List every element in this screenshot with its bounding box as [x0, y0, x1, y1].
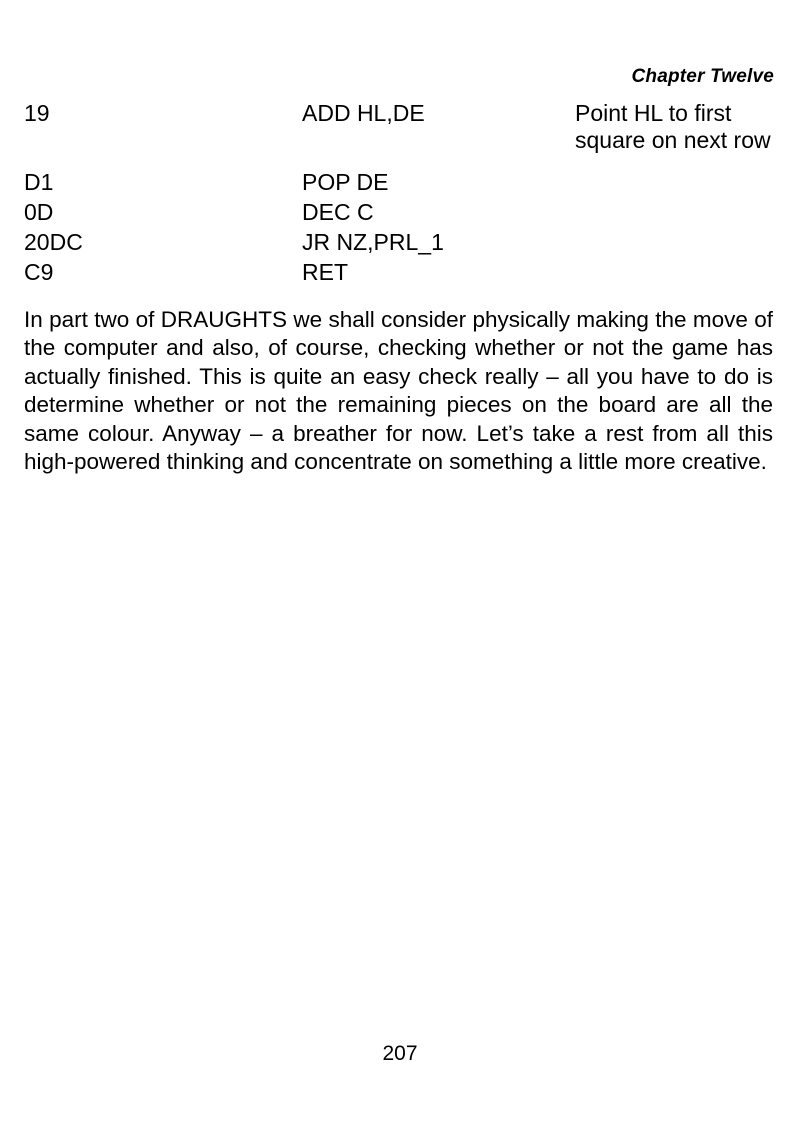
listing-row: [24, 199, 776, 225]
assembly-listing: [24, 100, 776, 285]
listing-mnemonic: JR NZ,PRL_1: [302, 229, 444, 255]
body-paragraph: In part two of DRAUGHTS we shall consider physically making the move of the computer and also, of course, checking whether or not the game has actually finished. This is quite an easy check really – all you have to do is determine whether or not the remaining pieces on the board are all the same colour. Anyway – a breather for now. Let’s take a rest from all this high-powered thinking and concentrate on something a little more creative.: [24, 306, 773, 474]
listing-mnemonic: ADD HL,DE: [302, 100, 425, 126]
listing-hex: C9: [24, 259, 54, 285]
listing-mnemonic: DEC C: [302, 199, 374, 225]
listing-row: [24, 100, 776, 152]
listing-mnemonic: POP DE: [302, 169, 389, 195]
listing-comment: Point HL to first square on next row: [575, 100, 771, 153]
listing-hex: 0D: [24, 199, 54, 225]
listing-mnemonic: RET: [302, 259, 348, 285]
listing-row: [24, 229, 776, 255]
page-number: 207: [382, 1042, 418, 1065]
listing-hex: D1: [24, 169, 54, 195]
listing-hex: 20DC: [24, 229, 83, 255]
chapter-header: Chapter Twelve: [631, 66, 774, 87]
listing-row: [24, 259, 776, 285]
listing-row: [24, 169, 776, 195]
listing-hex: 19: [24, 100, 50, 126]
